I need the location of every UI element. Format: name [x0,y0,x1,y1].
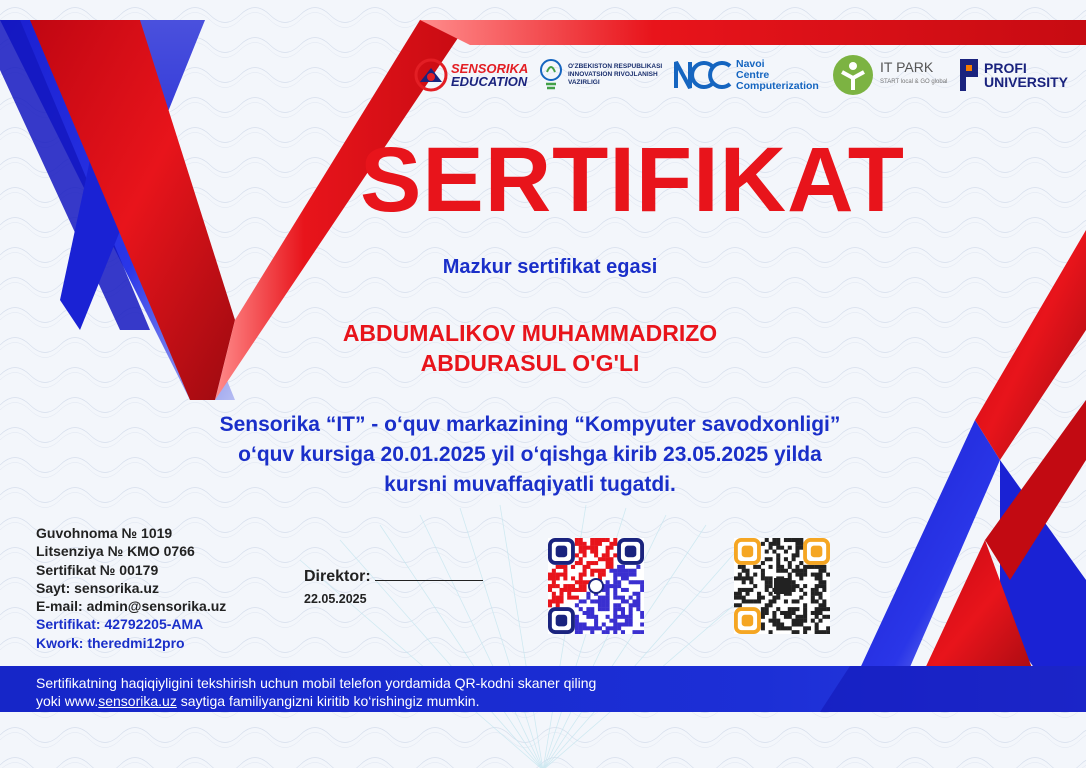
footer-note [36,674,596,710]
footer-line2-suffix: saytiga familiyangizni kiritib ko‘rishingiz mumkin. [176,693,480,709]
itpark-logo-name: IT PARK [880,59,934,75]
sensorika-logo-line2: EDUCATION [451,74,528,89]
sensorika-logo-line1: SENSORIKA [451,61,529,76]
info-sertifikat-code: Sertifikat: 42792205-AMA [36,616,204,633]
profi-logo-line1: PROFI [984,60,1027,76]
footer-line2-prefix: yoki www. [36,693,99,709]
sensorika-center-icon [589,579,603,593]
kwork-center-icon [774,578,790,594]
partner-logos [410,50,1080,100]
profi-logo-line2: UNIVERSITY [984,74,1069,90]
body-line2: o‘quv kursiga 20.01.2025 yil o‘qishga kirib 23.05.2025 yilda [238,443,822,466]
info-sertifikat-no: Sertifikat № 00179 [36,561,159,578]
certificate-info [36,524,226,652]
body-line3: kursni muvaffaqiyatli tugatdi. [384,473,676,496]
profi-logo [958,50,1068,100]
director-date: 22.05.2025 [304,592,367,606]
footer-line1: Sertifikatning haqiqiyligini tekshirish uchun mobil telefon yordamida QR-kodni skaner qiling [36,675,597,691]
director-label: Direktor: [304,568,371,585]
ncc-emblem-icon [672,58,734,92]
lightbulb-icon [538,58,564,92]
holder-name [230,318,830,378]
itpark-logo-tagline: START local & GO global [880,79,948,85]
holder-name-line2: ABDURASUL O'G'LI [420,350,640,376]
holder-name-line1: ABDUMALIKOV MUHAMMADRIZO [342,320,718,346]
info-litsenziya: Litsenziya № KMO 0766 [36,543,195,560]
certificate-body [90,410,970,500]
ncc-logo-line2: Centre [736,68,770,81]
info-guvohnoma: Guvohnoma № 1019 [36,525,173,541]
footer-line2 [36,692,596,710]
info-kwork: Kwork: theredmi12pro [36,634,185,651]
signature-line [375,566,483,581]
body-line1: Sensorika “IT” - o‘quv markazining “Kompyuter savodxonligi” [219,413,841,436]
certificate-title: SERTIFIKAT [360,129,905,231]
ncc-logo [672,50,819,100]
sensorika-emblem-icon [414,58,448,92]
itpark-emblem-icon [832,54,874,96]
certificate-subtitle: Mazkur sertifikat egasi [442,256,658,278]
qr-code-verify[interactable] [548,538,644,634]
footer-website-link[interactable]: sensorika.uz [98,693,177,709]
profi-emblem-icon [958,57,980,93]
info-sayt: Sayt: sensorika.uz [36,579,159,596]
ncc-logo-line1: Navoi [736,57,765,70]
director-signature [304,566,483,586]
ministry-logo-text: O'ZBEKISTON RESPUBLIKASI INNOVATSION RIVOJLANISH VAZIRLIGI [568,63,663,86]
info-email: E-mail: admin@sensorika.uz [36,598,227,615]
ministry-logo [538,50,673,100]
qr-code-kwork[interactable] [734,538,830,634]
itpark-logo [832,50,947,100]
sensorika-logo [414,50,528,100]
ncc-logo-line3: Computerization [736,79,819,92]
